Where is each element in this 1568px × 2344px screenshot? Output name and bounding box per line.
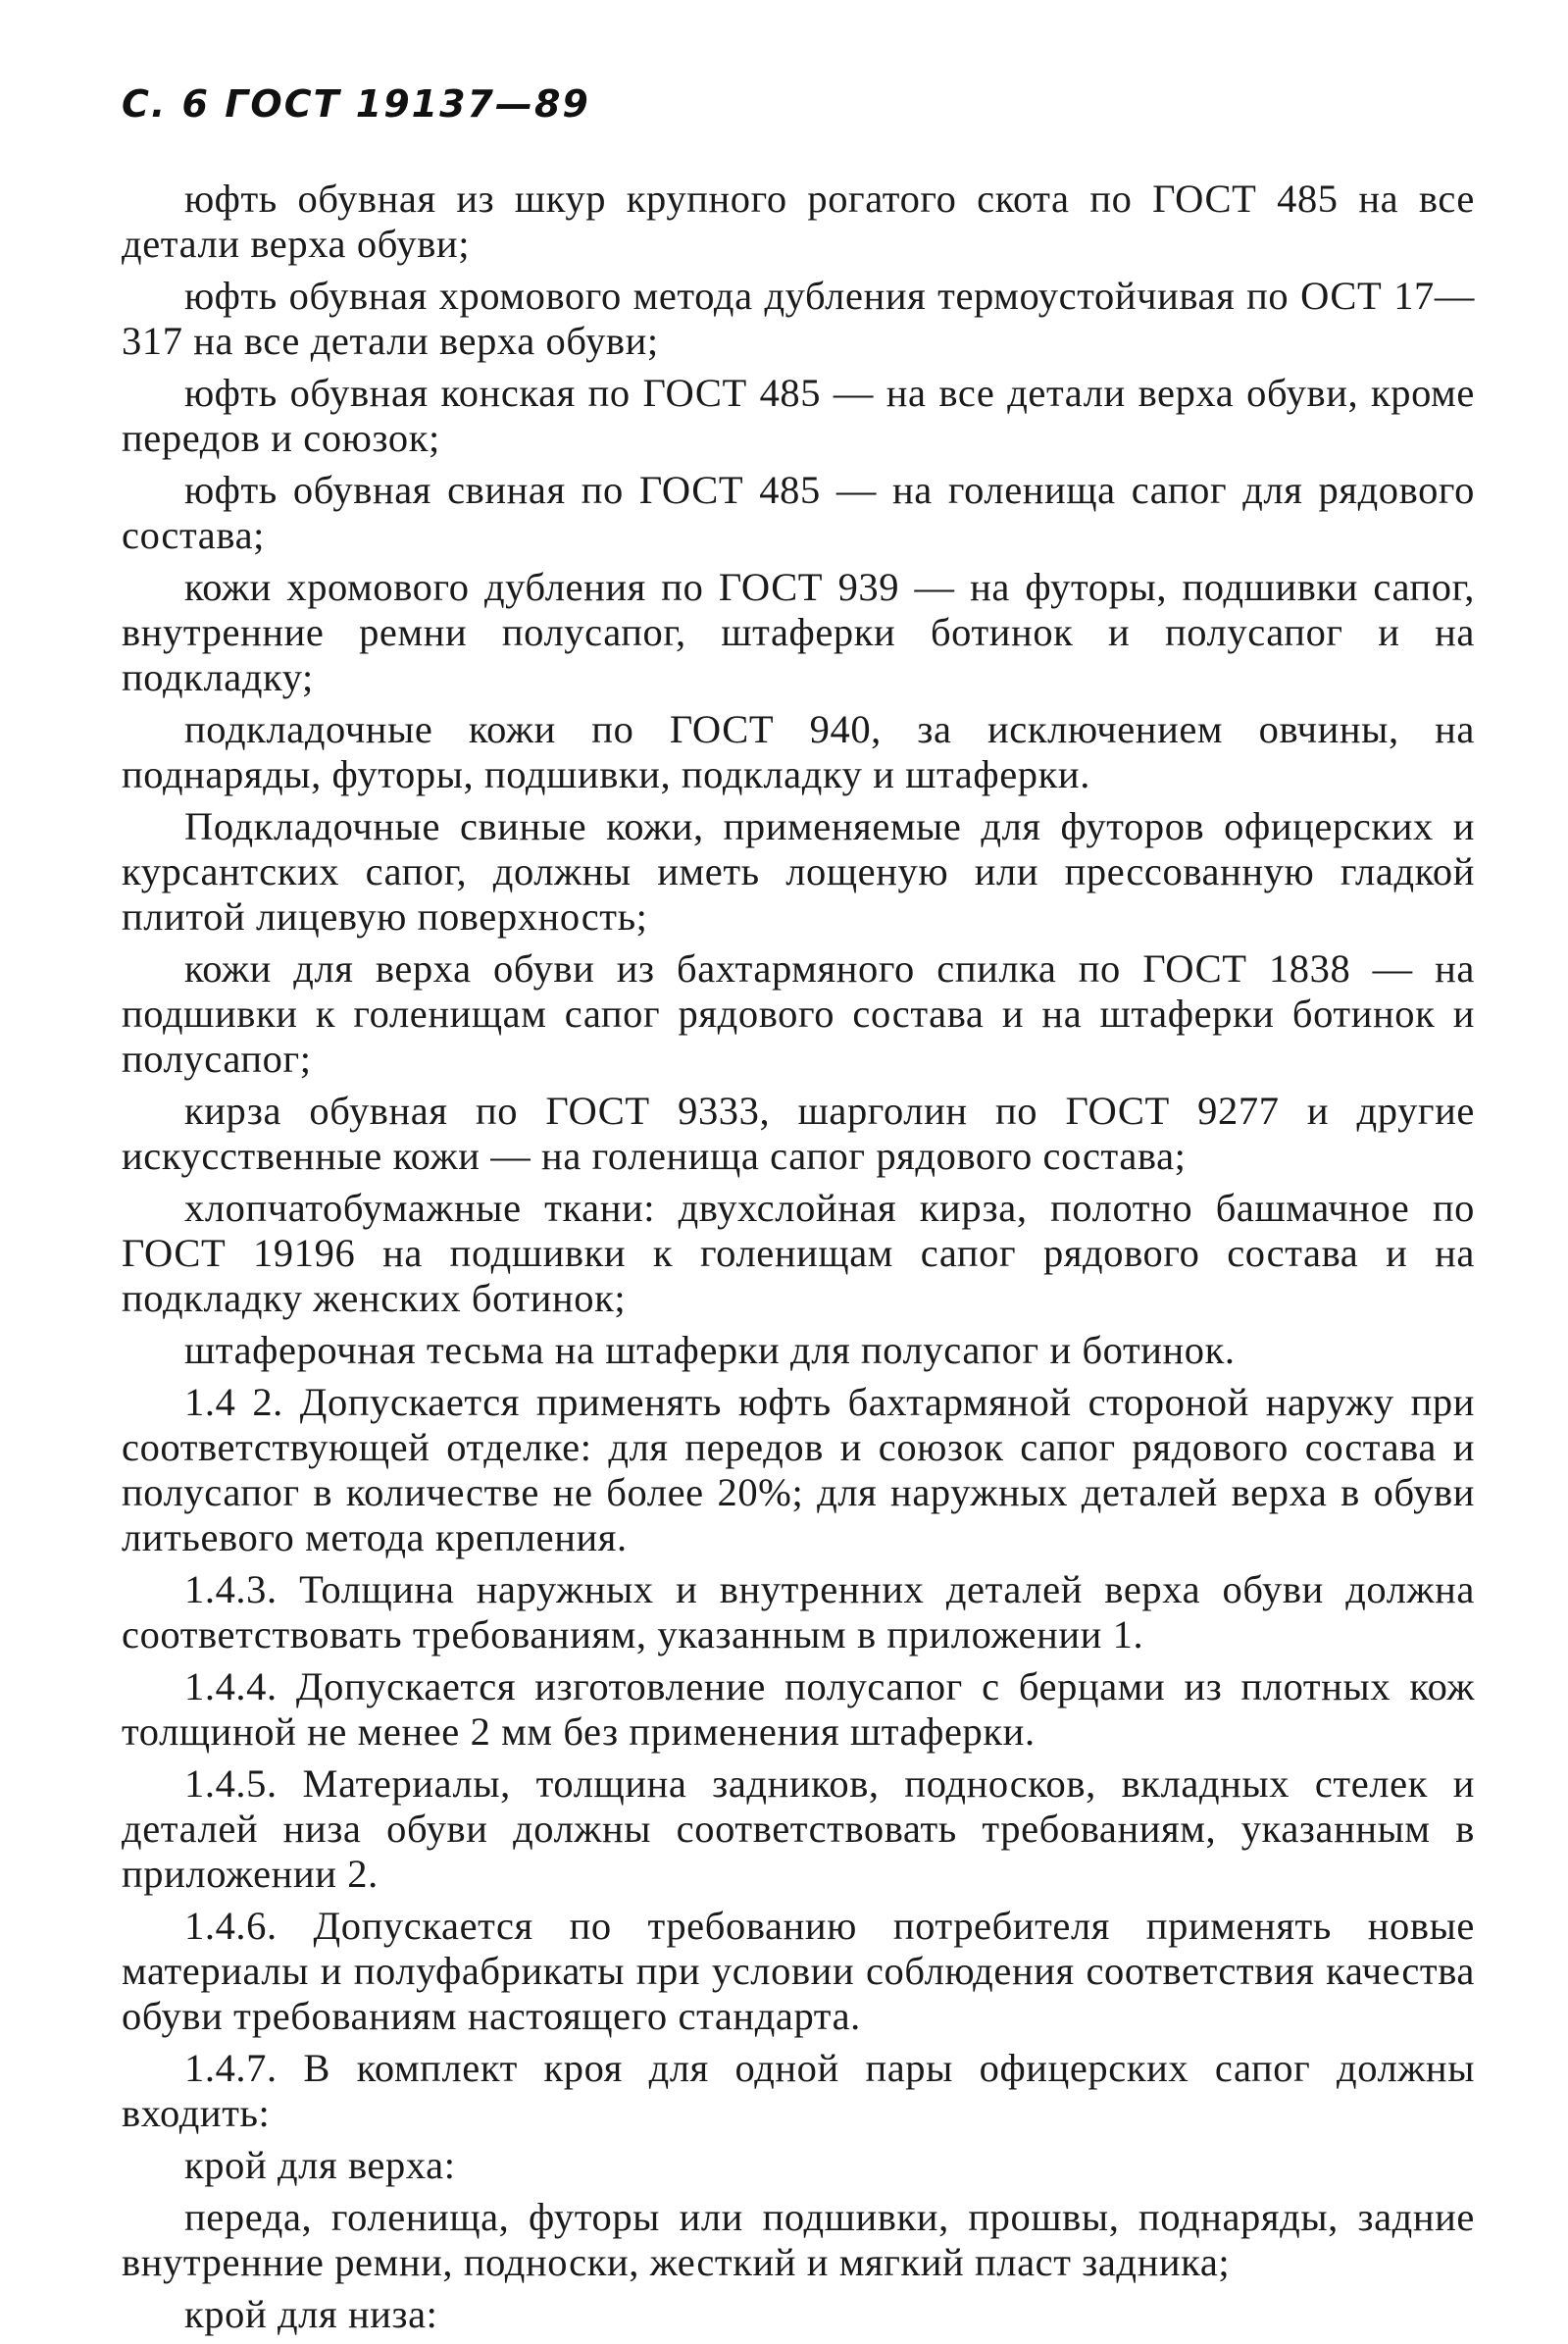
paragraph: штаферочная тесьма на штаферки для полусапог и ботинок. [184, 1328, 1236, 1372]
paragraph: кожи для верха обуви из бахтармяного спилка по ГОСТ 1838 — на подшивки к голенищам сапог рядового состава и на штаферки ботинок и полусапог; [122, 946, 1475, 1081]
paragraph: 1.4.7. В комплект кроя для одной пары офицерских сапог должны входить: [122, 2046, 1475, 2135]
paragraph: юфть обувная из шкур крупного рогатого скота по ГОСТ 485 на все детали верха обуви; [122, 177, 1475, 266]
paragraph: 1.4 2. Допускается применять юфть бахтармяной стороной наружу при соответствующей отделке: для передов и союзок сапог рядового состава и полусапог в количестве не более 20%; для наружных деталей верха в обуви литьевого метода крепления. [122, 1380, 1475, 1559]
paragraph: 1.4.5. Материалы, толщина задников, подносков, вкладных стелек и деталей низа обуви должны соответствовать требованиям, указанным в приложении 2. [122, 1761, 1475, 1896]
paragraph: Подкладочные свиные кожи, применяемые для футоров офицерских и курсантских сапог, должны иметь лощеную или прессованную гладкой плитой лицевую поверхность; [122, 804, 1475, 939]
paragraph: 1.4.3. Толщина наружных и внутренних деталей верха обуви должна соответствовать требованиям, указанным в приложении 1. [122, 1567, 1475, 1656]
paragraph: крой для верха: [184, 2143, 456, 2187]
paragraph: подкладочные кожи по ГОСТ 940, за исключением овчины, на поднаряды, футоры, подшивки, подкладку и штаферки. [122, 707, 1475, 796]
paragraph: 1.4.4. Допускается изготовление полусапог с берцами из плотных кож толщиной не менее 2 мм без применения штаферки. [122, 1664, 1475, 1754]
paragraph: крой для низа: [184, 2292, 438, 2336]
paragraph: кирза обувная по ГОСТ 9333, шарголин по ГОСТ 9277 и другие искусственные кожи — на голенища сапог рядового состава; [122, 1089, 1475, 1178]
paragraph: хлопчатобумажные ткани: двухслойная кирза, полотно башмачное по ГОСТ 19196 на подшивки к голенищам сапог рядового состава и на подкладку женских ботинок; [122, 1186, 1475, 1320]
paragraph: юфть обувная свиная по ГОСТ 485 — на голенища сапог для рядового состава; [122, 468, 1475, 557]
paragraph: переда, голенища, футоры или подшивки, прошвы, поднаряды, задние внутренние ремни, подноски, жесткий и мягкий пласт задника; [122, 2195, 1475, 2284]
paragraph: кожи хромового дубления по ГОСТ 939 — на футоры, подшивки сапог, внутренние ремни полусапог, штаферки ботинок и полусапог и на подкладку; [122, 565, 1475, 699]
paragraph: юфть обувная хромового метода дубления термоустойчивая по ОСТ 17—317 на все детали верха обуви; [122, 274, 1475, 363]
paragraph: юфть обувная конская по ГОСТ 485 — на все детали верха обуви, кроме передов и союзок; [122, 371, 1475, 460]
page-header: С. 6 ГОСТ 19137—89 [122, 82, 590, 126]
paragraph: 1.4.6. Допускается по требованию потребителя применять новые материалы и полуфабрикаты при условии соблюдения соответствия качества обуви требованиям настоящего стандарта. [122, 1904, 1475, 2038]
document-body [122, 177, 1475, 2344]
